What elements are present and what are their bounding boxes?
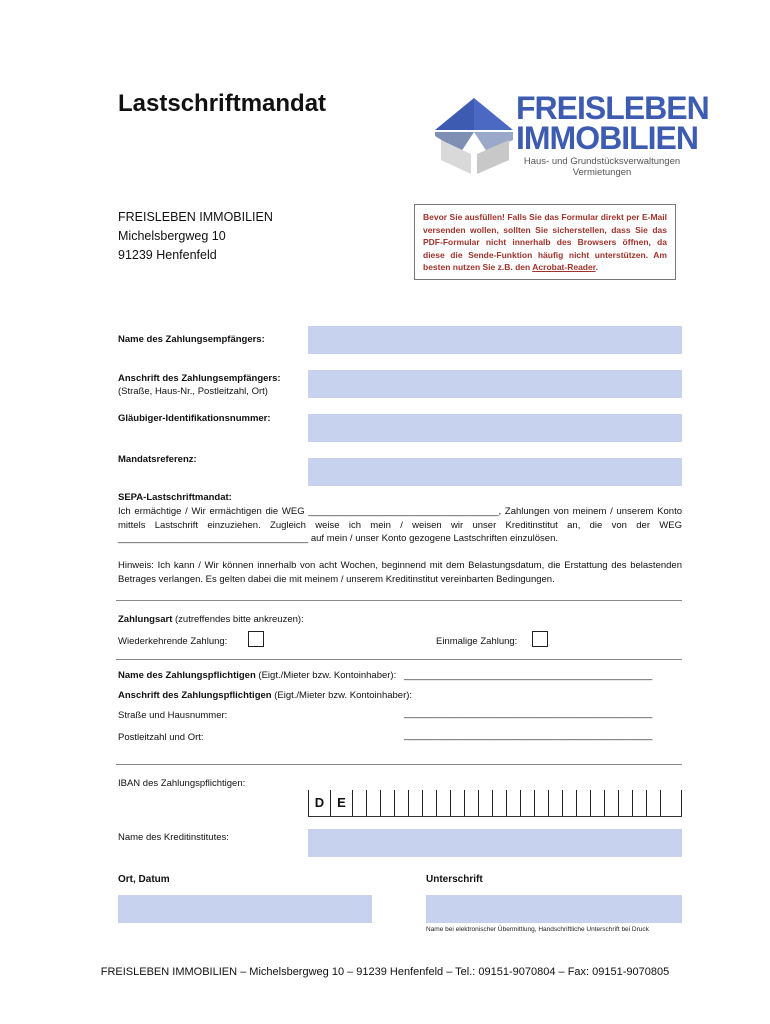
payer-name-hint: (Eigt./Mieter bzw. Kontoinhaber): [255, 670, 397, 681]
payer-address-title: Anschrift des Zahlungspflichtigen [118, 690, 272, 701]
payer-address-label [118, 690, 412, 701]
iban-cell[interactable] [646, 790, 660, 816]
iban-cell[interactable] [590, 790, 604, 816]
payee-name-label: Name des Zahlungsempfängers: [118, 334, 265, 345]
signature-note: Name bei elektronischer Übermittlung, Handschriftliche Unterschrift bei Druck [426, 926, 649, 933]
payment-type-title: Zahlungsart [118, 614, 173, 625]
iban-cell[interactable] [604, 790, 618, 816]
divider-3 [116, 764, 682, 765]
payer-street-line[interactable]: _______________________________________________ [404, 708, 653, 719]
logo-tagline1: Haus- und Grundstücksverwaltungen [523, 156, 681, 167]
payer-name-label [118, 670, 396, 681]
payer-street-label: Straße und Hausnummer: [118, 710, 228, 721]
iban-cell[interactable] [548, 790, 562, 816]
iban-cell[interactable] [408, 790, 422, 816]
logo-tagline [516, 156, 688, 178]
payment-type-heading [118, 614, 304, 625]
creditor-id-label: Gläubiger-Identifikationsnummer: [118, 413, 271, 424]
payment-type-hint: (zutreffendes bitte ankreuzen): [172, 614, 304, 625]
divider-1 [116, 600, 682, 601]
iban-cell[interactable] [562, 790, 576, 816]
iban-cell-d: D [308, 790, 330, 816]
page-footer: FREISLEBEN IMMOBILIEN – Michelsbergweg 10 – 91239 Henfenfeld – Tel.: 09151-9070804 – Fax: 09151-9070805 [100, 966, 670, 978]
logo-line2: IMMOBILIEN [516, 120, 698, 156]
payee-name-field[interactable] [308, 326, 682, 354]
iban-cell[interactable] [492, 790, 506, 816]
divider-2 [116, 659, 682, 660]
payee-address-hint: (Straße, Haus-Nr., Postleitzahl, Ort) [118, 386, 268, 397]
iban-cell[interactable] [422, 790, 436, 816]
mandate-ref-label: Mandatsreferenz: [118, 454, 197, 465]
page-title: Lastschriftmandat [118, 90, 327, 117]
iban-cell[interactable] [632, 790, 646, 816]
iban-cell[interactable] [352, 790, 366, 816]
bank-name-field[interactable] [308, 829, 682, 857]
iban-input-grid[interactable] [308, 790, 682, 817]
acrobat-reader-link[interactable]: Acrobat-Reader [532, 262, 596, 272]
iban-cell-e: E [330, 790, 352, 816]
signature-field[interactable] [426, 895, 682, 923]
address-company: FREISLEBEN IMMOBILIEN [118, 210, 273, 224]
iban-cell[interactable] [618, 790, 632, 816]
payer-address-hint: (Eigt./Mieter bzw. Kontoinhaber): [271, 690, 413, 701]
payer-city-label: Postleitzahl und Ort: [118, 732, 204, 743]
company-address [118, 208, 273, 265]
single-payment-label: Einmalige Zahlung: [436, 636, 518, 647]
payer-name-line[interactable]: _______________________________________________ [404, 670, 653, 681]
iban-cell[interactable] [660, 790, 682, 816]
iban-cell[interactable] [394, 790, 408, 816]
iban-cell[interactable] [464, 790, 478, 816]
address-city: 91239 Henfenfeld [118, 248, 217, 262]
signature-label: Unterschrift [426, 874, 483, 885]
iban-cell[interactable] [506, 790, 520, 816]
notice-end: . [595, 262, 598, 272]
payer-name-title: Name des Zahlungspflichtigen [118, 670, 256, 681]
logo-tagline2: Vermietungen [572, 167, 632, 178]
payee-address-label: Anschrift des Zahlungsempfängers: [118, 373, 281, 384]
notice-text: Bevor Sie ausfüllen! Falls Sie das Formular direkt per E-Mail versenden wollen, sollten Sie sicherstellen, dass Sie das PDF-Formular nicht innerhalb des Browsers öffnen, da diese die Sende-Funktion häufig nicht unterstützen. Am besten nutzen Sie z.B. den [423, 212, 667, 272]
iban-cell[interactable] [520, 790, 534, 816]
iban-cell[interactable] [576, 790, 590, 816]
payer-city-line[interactable]: _______________________________________________ [404, 730, 653, 741]
sepa-heading: SEPA-Lastschriftmandat: [118, 492, 232, 503]
place-date-label: Ort, Datum [118, 874, 170, 885]
iban-cell[interactable] [366, 790, 380, 816]
sepa-hint-text: Hinweis: Ich kann / Wir können innerhalb von acht Wochen, beginnend mit dem Belastungsdatum, die Erstattung des belastenden Betrages verlangen. Es gelten dabei die mit meinem / unserem Kreditinstitut vereinbarten Bedingungen. [118, 560, 682, 585]
bank-name-label: Name des Kreditinstitutes: [118, 832, 229, 843]
iban-cell[interactable] [478, 790, 492, 816]
place-date-field[interactable] [118, 895, 372, 923]
mandate-ref-field[interactable] [308, 458, 682, 486]
house-logo-icon [433, 96, 515, 176]
creditor-id-field[interactable] [308, 414, 682, 442]
payee-address-field[interactable] [308, 370, 682, 398]
recurring-payment-label: Wiederkehrende Zahlung: [118, 636, 228, 647]
iban-cell[interactable] [436, 790, 450, 816]
iban-label: IBAN des Zahlungspflichtigen: [118, 778, 246, 789]
email-notice-box [414, 204, 676, 280]
sepa-mandate-text: Ich ermächtige / Wir ermächtigen die WEG ____________________________________, Zahlungen von meinem / unserem Konto mittels Lastschrift einzuziehen. Zugleich weise ich mein / weisen wir unser Kreditinstitut an, die von der WEG ____________________________________ auf mein / unser Konto gezogene Lastschriften einzulösen. [118, 506, 682, 544]
recurring-payment-checkbox[interactable] [248, 631, 264, 647]
iban-cell[interactable] [450, 790, 464, 816]
logo-wordmark [516, 90, 709, 156]
iban-cell[interactable] [380, 790, 394, 816]
iban-cell[interactable] [534, 790, 548, 816]
logo-line1: FREISLEBEN [516, 90, 709, 126]
address-street: Michelsbergweg 10 [118, 229, 226, 243]
single-payment-checkbox[interactable] [532, 631, 548, 647]
